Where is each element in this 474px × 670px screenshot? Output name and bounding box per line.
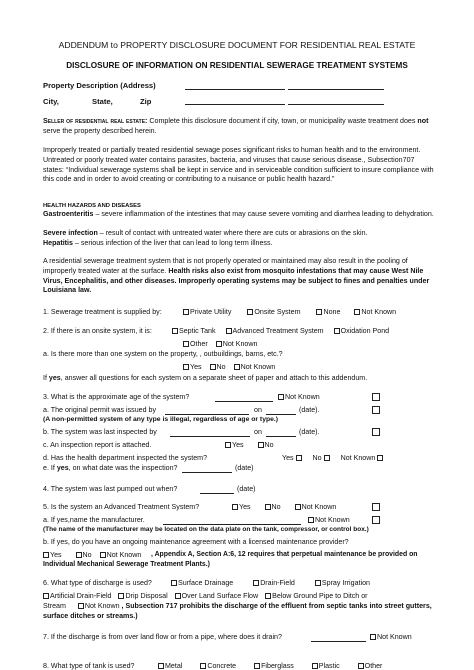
q8-options: Metal Concrete Fiberglass Plastic Other	[158, 662, 382, 670]
q2-not-known-checkbox[interactable]	[216, 341, 222, 347]
q3-nk: Not Known	[278, 393, 320, 401]
q2a-text: a. Is there more than one system on the property, , outbuildings, barns, etc.?	[43, 350, 283, 358]
q3b-text: b. The system was last inspected by	[43, 428, 157, 436]
q3b-answer-box[interactable]	[372, 428, 380, 436]
q2a-yes-checkbox[interactable]	[183, 364, 189, 370]
q6-options: Surface Drainage Drain-Field Spray Irrigation	[171, 579, 370, 587]
q1-not-known-checkbox[interactable]	[354, 309, 360, 315]
hazards-heading: HEALTH HAZARDS AND DISEASES	[43, 203, 141, 209]
q2a-options: Yes No Not Known	[183, 363, 275, 371]
hazard-severe-infection: Severe infection – result of contact with untreated water where there are cuts or abrasions on the skin.	[43, 229, 368, 237]
q3-age-line[interactable]	[215, 401, 273, 402]
q8-other-checkbox[interactable]	[358, 663, 364, 669]
q3c-yes-checkbox[interactable]	[225, 442, 231, 448]
q5-text: 5. Is the system an Advanced Treatment System?	[43, 503, 200, 511]
q8-concrete-checkbox[interactable]	[200, 663, 206, 669]
q2-options: Septic Tank Advanced Treatment System Oxidation Pond	[172, 327, 389, 335]
q3d-options: Yes No Not Known	[282, 454, 384, 462]
q4-text: 4. The system was last pumped out when?	[43, 485, 178, 493]
q7-nk: Not Known	[370, 633, 412, 641]
property-description-label: Property Description (Address)	[43, 81, 156, 90]
zip-label: Zip	[140, 97, 152, 106]
q2-other-checkbox[interactable]	[183, 341, 189, 347]
hazard-hepatitis: Hepatitis – serious infection of the liver that can lead to long term illness.	[43, 239, 273, 247]
q4-date: (date)	[237, 485, 256, 493]
q3a-text: a. The original permit was issued by	[43, 406, 157, 414]
q3-permit-note: (A non-permitted system of any type is illegal, regardless of age or type.)	[43, 416, 279, 423]
q3e-date: (date)	[235, 464, 254, 472]
q2-oxidation-checkbox[interactable]	[334, 328, 340, 334]
q3a-date: (date).	[299, 406, 320, 414]
q6-overland-checkbox[interactable]	[175, 593, 181, 599]
q8-plastic-checkbox[interactable]	[312, 663, 318, 669]
q5b-text: b. If yes, do you have an ongoing maintenance agreement with a licensed maintenance provider?	[43, 538, 349, 546]
q2a-no-checkbox[interactable]	[210, 364, 216, 370]
q5-answer-box[interactable]	[372, 503, 380, 511]
q7-text: 7. If the discharge is from over land flow or from a pipe, where does it drain?	[43, 633, 282, 641]
q3d-not-known-checkbox[interactable]	[377, 455, 383, 461]
q2a-not-known-checkbox[interactable]	[234, 364, 240, 370]
q5a-nk: Not Known	[308, 516, 350, 524]
address-line[interactable]	[185, 89, 285, 90]
city-label: City,	[43, 97, 59, 106]
header-title: ADDENDUM to PROPERTY DISCLOSURE DOCUMENT FOR RESIDENTIAL REAL ESTATE	[58, 40, 416, 50]
q8-fiberglass-checkbox[interactable]	[254, 663, 260, 669]
q6-row-3: Stream Not Known , Subsection 717 prohibits the discharge of the effluent from septic tanks into street gutters, surface ditches or streams.)	[43, 602, 432, 620]
q1-options: Private Utility Onsite System None Not Known	[183, 308, 396, 316]
q6-drip-checkbox[interactable]	[118, 593, 124, 599]
q1-text: 1. Sewerage treatment is supplied by:	[43, 308, 162, 316]
q8-metal-checkbox[interactable]	[158, 663, 164, 669]
q3c-no-checkbox[interactable]	[258, 442, 264, 448]
q5a-text: a. If yes,name the manufacturer.	[43, 516, 145, 524]
q3b-inspector-line[interactable]	[170, 436, 250, 437]
seller-instructions: Seller of residential real estate: Complete this disclosure document if city, town, or municipality waste treatment does not serve the property described herein.	[43, 116, 429, 135]
q1-none-checkbox[interactable]	[316, 309, 322, 315]
q3b-date-line[interactable]	[266, 436, 296, 437]
q5a-not-known-checkbox[interactable]	[308, 517, 314, 523]
q8-text: 8. What type of tank is used?	[43, 662, 135, 670]
q6-drain-field-checkbox[interactable]	[253, 580, 259, 586]
warning-paragraph: A residential sewerage treatment system that is not properly operated or maintained may also result in the pooling of improperly treated water at the surface. Health risks also exist from mosquito infestations that may cause West Nile Virus, Encephalitis, and other diseases. Improperly operating systems may be subject to fines and penalties under Louisiana law.	[43, 257, 430, 295]
q2-options-2: Other Not Known	[183, 340, 257, 348]
seller-label: Seller of residential real estate:	[43, 116, 148, 125]
zip-line[interactable]	[288, 104, 384, 105]
address-line-2[interactable]	[288, 89, 384, 90]
q3c-options: Yes No	[225, 441, 274, 449]
q6-not-known-checkbox[interactable]	[78, 603, 84, 609]
q5-not-known-checkbox[interactable]	[295, 504, 301, 510]
q3c-text: c. An inspection report is attached.	[43, 441, 152, 449]
q5-options: Yes No Not Known	[232, 503, 336, 511]
q4-date-line[interactable]	[200, 493, 234, 494]
q3-answer-box[interactable]	[372, 393, 380, 401]
q3a-answer-box[interactable]	[372, 406, 380, 414]
q3a-on: on	[254, 406, 262, 414]
q3-text: 3. What is the approximate age of the system?	[43, 393, 190, 401]
q1-private-utility-checkbox[interactable]	[183, 309, 189, 315]
q5a-answer-box[interactable]	[372, 516, 380, 524]
q5-yes-checkbox[interactable]	[232, 504, 238, 510]
q3b-date: (date).	[299, 428, 320, 436]
state-label: State,	[92, 97, 113, 106]
q3e-date-line[interactable]	[182, 472, 232, 473]
q6-surface-drainage-checkbox[interactable]	[171, 580, 177, 586]
q5b-options: Yes No Not Known	[43, 551, 141, 559]
q3d-no-checkbox[interactable]	[324, 455, 330, 461]
q2-septic-checkbox[interactable]	[172, 328, 178, 334]
q1-onsite-checkbox[interactable]	[247, 309, 253, 315]
q6-artificial-checkbox[interactable]	[43, 593, 49, 599]
q3a-date-line[interactable]	[266, 414, 296, 415]
q7-not-known-checkbox[interactable]	[370, 634, 376, 640]
q7-line[interactable]	[311, 641, 366, 642]
q5b-note: , Appendix A, Section A:6, 12 requires that perpetual maintenance be provided on Individual Mechanical Sewerage Treatment Plants.)	[43, 551, 418, 568]
q5a-manufacturer-line[interactable]	[163, 524, 301, 525]
q6-text: 6. What type of discharge is used?	[43, 579, 152, 587]
q2-note: If yes, answer all questions for each system on a separate sheet of paper and attach to this addendum.	[43, 374, 368, 382]
q3a-issuer-line[interactable]	[165, 414, 249, 415]
q3e-text: e. If yes, on what date was the inspection?	[43, 464, 178, 472]
q6-options-2: Artificial Drain-Field Drip Disposal Over Land Surface Flow Below Ground Pipe to Ditch or	[43, 592, 368, 600]
q3d-yes-checkbox[interactable]	[296, 455, 302, 461]
header-subtitle: DISCLOSURE OF INFORMATION ON RESIDENTIAL SEWERAGE TREATMENT SYSTEMS	[66, 61, 408, 70]
q5-no-checkbox[interactable]	[265, 504, 271, 510]
q3b-on: on	[254, 428, 262, 436]
intro-paragraph: Improperly treated or partially treated residential sewage poses significant risks to human health and to the environment. Untreated or poorly treated water contains parasites, bacteria, and viruses that cause serious disease., Subsection707 states: “Individual sewerage systems shall be kept in service and in serviceable condition sufficient to insure compliance with this code and in order to avoid creating or contributing to a nuisance or public health hazard.”	[43, 146, 434, 184]
q2-text: 2. If there is an onsite system, it is:	[43, 327, 152, 335]
q3-not-known-checkbox[interactable]	[278, 394, 284, 400]
q6-spray-checkbox[interactable]	[315, 580, 321, 586]
hazard-gastroenteritis: Gastroenteritis – severe inflammation of the intestines that may cause severe vomiting and diarrhea leading to dehydration.	[43, 210, 434, 218]
q5a-note: (The name of the manufacturer may be located on the data plate on the tank, compressor, or control box.)	[43, 526, 369, 533]
q3d-text: d. Has the health department inspected the system?	[43, 454, 208, 462]
q2-advanced-checkbox[interactable]	[226, 328, 232, 334]
city-line[interactable]	[185, 104, 285, 105]
q6-below-ground-checkbox[interactable]	[265, 593, 271, 599]
